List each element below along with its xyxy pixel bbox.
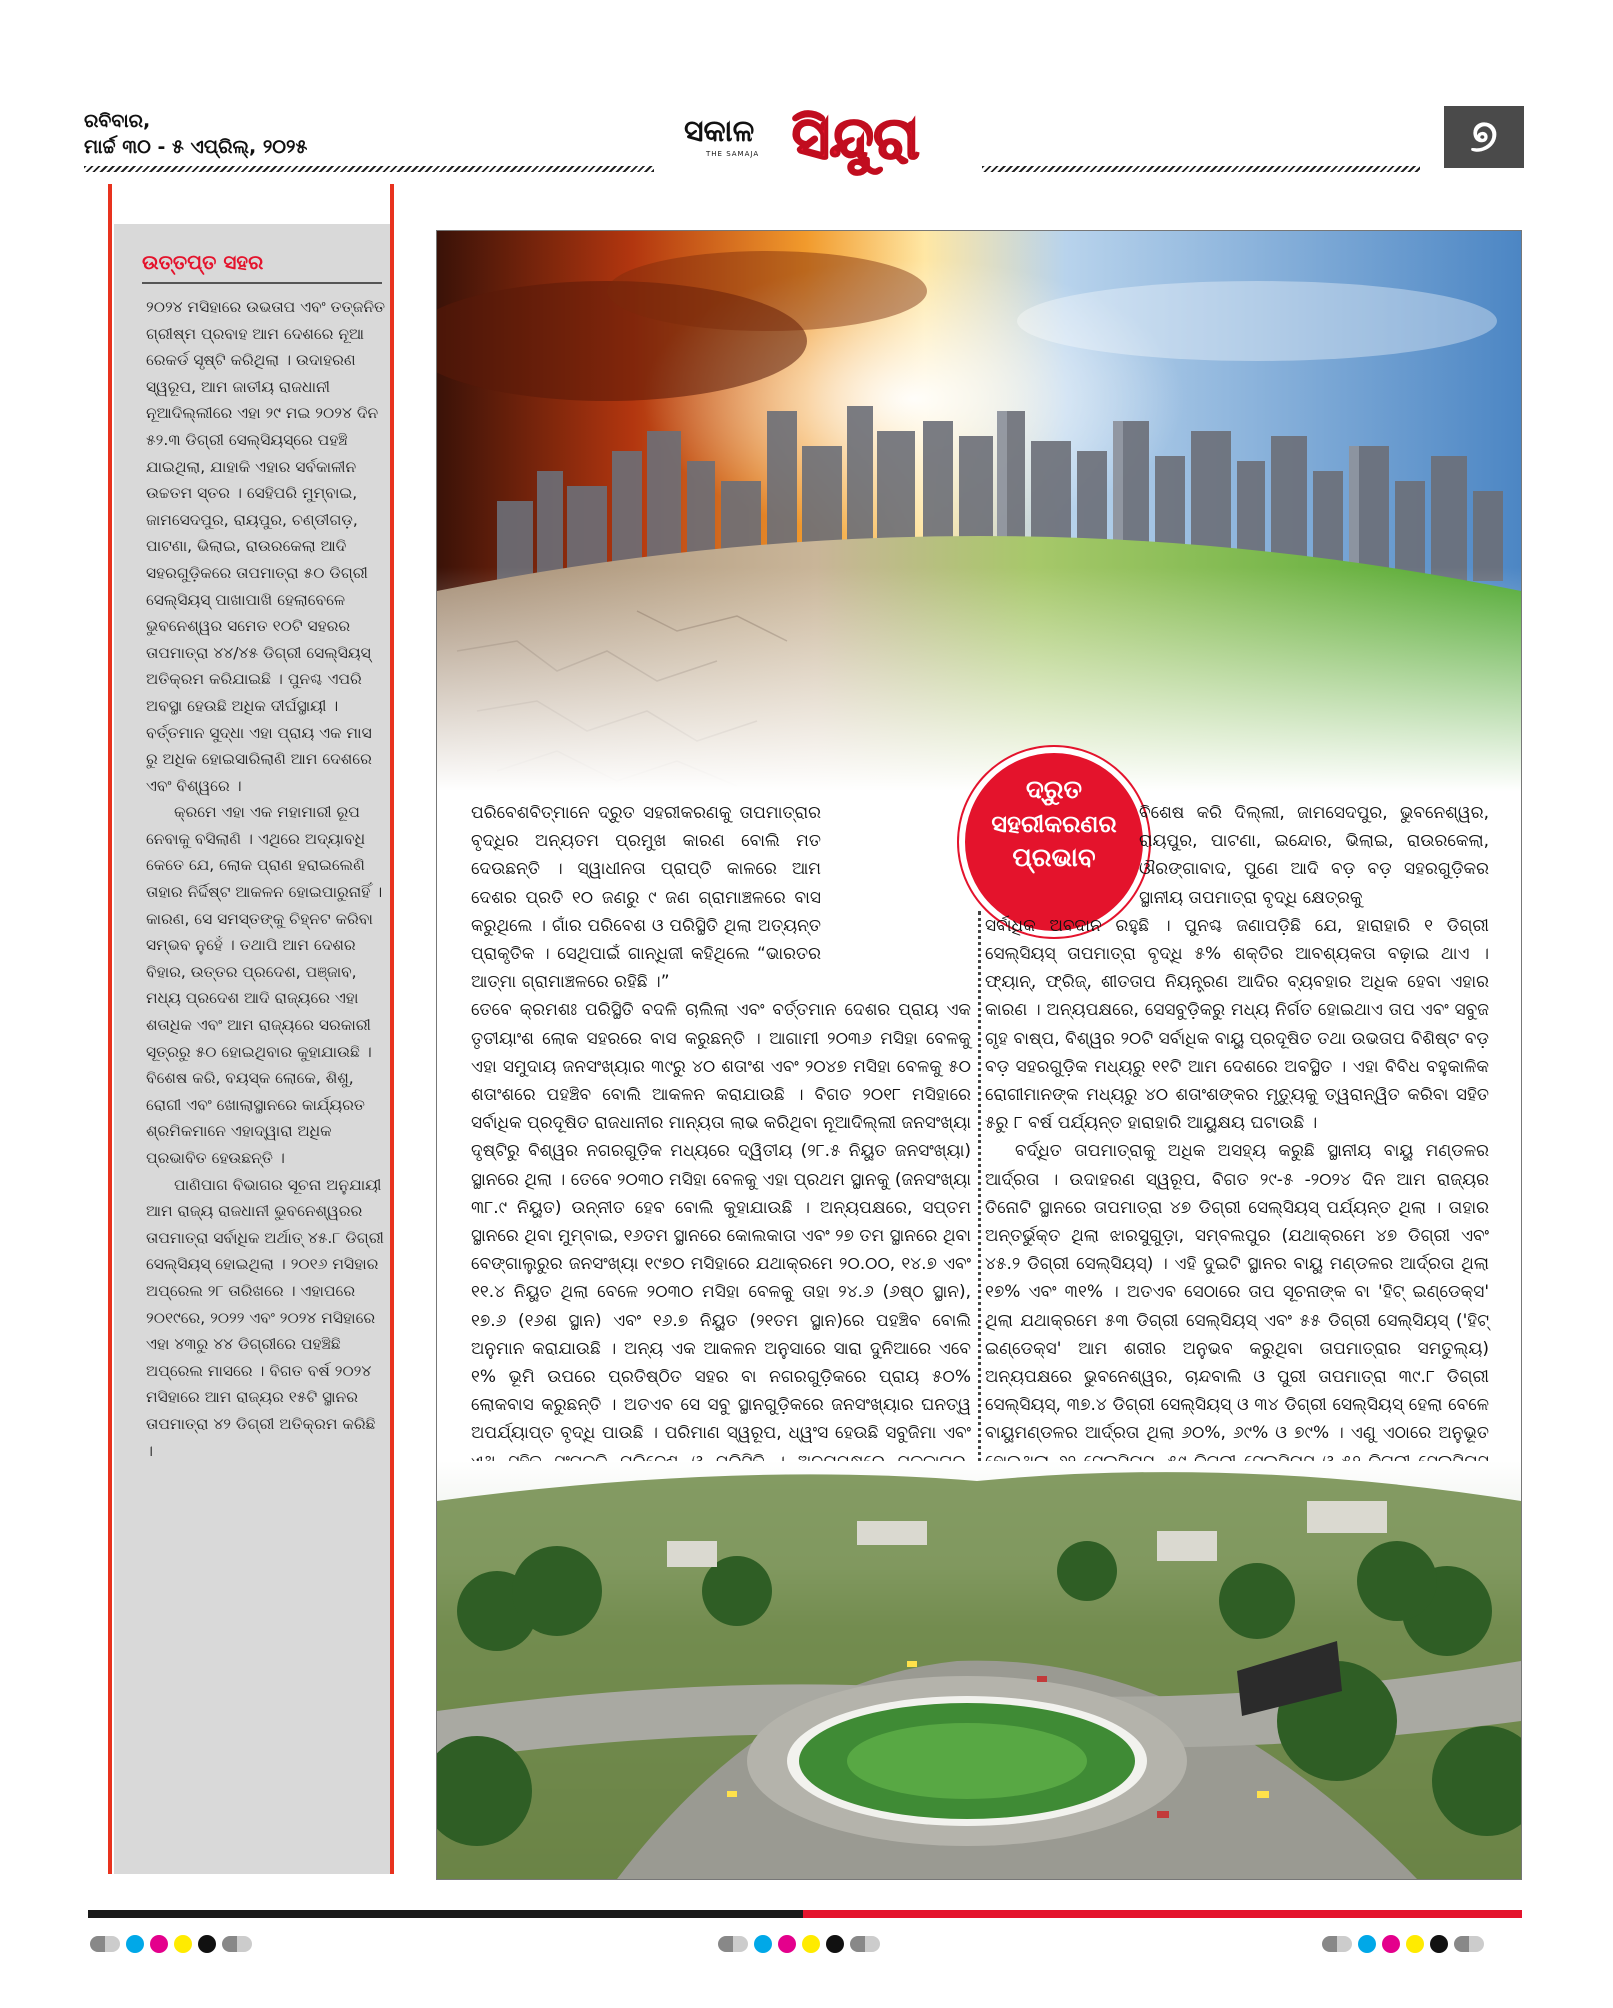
cyan-dot-icon — [1358, 1935, 1376, 1953]
article-paragraph: ସର୍ବାଧିକ ଅବଦାନ ରହୁଛି । ପୁନଶ୍ଚ ଜଣାପଡ଼ିଛି ଯେ, ହାରାହାରି ୧ ଡିଗ୍ରୀ ସେଲ୍‌ସିୟସ୍ ତାପମାତ୍ରା ବୃଦ୍ଧି ୫% ଶକ୍ତିର ଆବଶ୍ୟକତା ବଢ଼ାଇ ଥାଏ । ଫ୍ୟାନ୍, ଫ୍ରିଜ୍, ଶୀତତାପ ନିୟନ୍ତ୍ରଣ ଆଦିର ବ୍ୟବହାର ଅଧିକ ହେବା ଏହାର କାରଣ । ଅନ୍ୟପକ୍ଷରେ, ସେସବୁଡ଼ିକରୁ ମଧ୍ୟ ନିର୍ଗତ ହୋଇଥାଏ ତାପ ଏବଂ ସବୁଜ ଗୃହ ବାଷ୍ପ, ବିଶ୍ୱର ୨୦ଟି ସର୍ବାଧିକ ବାୟୁ ପ୍ରଦୂଷିତ ତଥା ଉଭତାପ ବିଶିଷ୍ଟ ବଡ଼ ବଡ଼ ସହରଗୁଡ଼ିକ ମଧ୍ୟରୁ ୧୧ଟି ଆମ ଦେଶରେ ଅବସ୍ଥିତ । ଏହା ବିବିଧ ବହୁକାଳିକ ରୋଗୀମାନଙ୍କ ମଧ୍ୟରୁ ୪୦ ଶତାଂଶଙ୍କର ମୃତ୍ୟୁକୁ ତ୍ୱରାନ୍ୱିତ କରିବା ସହିତ ୫ରୁ ୮ ବର୍ଷ ପର୍ଯ୍ୟନ୍ତ ହାରାହାରି ଆୟୁକ୍ଷୟ ଘଟାଉଛି । — [985, 915, 1489, 1134]
registration-marks-center — [718, 1934, 880, 1954]
masthead-logo — [684, 102, 984, 178]
magenta-dot-icon — [778, 1935, 796, 1953]
registration-half-mark — [90, 1936, 120, 1952]
yellow-dot-icon — [174, 1935, 192, 1953]
magenta-dot-icon — [1382, 1935, 1400, 1953]
sidebar-title: ଉତ୍ତପ୍ତ ସହର — [142, 250, 264, 274]
article-paragraph: ବିଶେଷ କରି ଦିଲ୍ଲୀ, ଜାମସେଦପୁର, ଭୁବନେଶ୍ୱର, ରାୟପୁର, ପାଟଣା, ଇନ୍ଦୋର, ଭିଲାଇ, ରାଉରକେଲା, ଔରଙ୍ଗାବାଦ, ପୁଣେ ଆଦି ବଡ଼ ବଡ଼ ସହରଗୁଡ଼ିକର ସ୍ଥାନୀୟ ତାପମାତ୍ରା ବୃଦ୍ଧି କ୍ଷେତ୍ରକୁ — [1139, 803, 1489, 908]
masthead-publisher-sub: THE SAMAJA — [706, 150, 760, 158]
sidebar-paragraph: କ୍ରମେ ଏହା ଏକ ମହାମାରୀ ରୂପ ନେବାକୁ ବସିଲାଣି । ଏଥିରେ ଅଦ୍ୟାବଧି କେତେ ଯେ, ଲୋକ ପ୍ରାଣ ହରାଇଲେଣି ତାହାର ନିର୍ଦ୍ଦିଷ୍ଟ ଆକଳନ ହୋଇପାରୁନାହିଁ । କାରଣ, ସେ ସମସ୍ତଙ୍କୁ ଚିହ୍ନଟ କରିବା ସମ୍ଭବ ନୁହେଁ । ତଥାପି ଆମ ଦେଶର ବିହାର, ଉତ୍ତର ପ୍ରଦେଶ, ପଞ୍ଜାବ, ମଧ୍ୟ ପ୍ରଦେଶ ଆଦି ରାଜ୍ୟରେ ଏହା ଶତାଧିକ ଏବଂ ଆମ ରାଜ୍ୟରେ ସରକାରୀ ସୂତ୍ରରୁ ୫୦ ହୋଇଥିବାର କୁହାଯାଉଛି । ବିଶେଷ କରି, ବୟସ୍କ ଲୋକେ, ଶିଶୁ, ରୋଗୀ ଏବଂ ଖୋଲାସ୍ଥାନରେ କାର୍ଯ୍ୟରତ ଶ୍ରମିକମାନେ ଏହାଦ୍ୱାରା ଅଧିକ ପ୍ରଭାବିତ ହେଉଛନ୍ତି । — [146, 803, 383, 1167]
registration-half-mark — [718, 1936, 748, 1952]
article-paragraph: ତେବେ କ୍ରମଶଃ ପରିସ୍ଥିତି ବଦଳି ଚାଲିଲା ଏବଂ ବର୍ତ୍ତମାନ ଦେଶର ପ୍ରାୟ ଏକ ତୃତୀୟାଂଶ ଲୋକ ସହରରେ ବାସ କରୁଛନ୍ତି । ଆଗାମୀ ୨୦୩୬ ମସିହା ବେଳକୁ ଏହା ସମୁଦାୟ ଜନସଂଖ୍ୟାର ୩୯ରୁ ୪୦ ଶତାଂଶ ଏବଂ ୨୦୪୭ ମସିହା ବେଳକୁ ୫୦ ଶତାଂଶରେ ପହଞ୍ଚିବ ବୋଲି ଆକଳନ କରାଯାଉଛି । ବିଗତ ୨୦୧୮ ମସିହାରେ ସର୍ବାଧିକ ପ୍ରଦୂଷିତ ରାଜଧାନୀର ମାନ୍ୟତା ଲାଭ କରିଥିବା ନୂଆଦିଲ୍ଲୀ ଜନସଂଖ୍ୟା ଦୃଷ୍ଟିରୁ ବିଶ୍ୱର ନଗରଗୁଡ଼ିକ ମଧ୍ୟରେ ଦ୍ୱିତୀୟ (୨୮.୫ ନିୟୁତ ଜନସଂଖ୍ୟା) ସ୍ଥାନରେ ଥିଲା । ତେବେ ୨୦୩୦ ମସିହା ବେଳକୁ ଏହା ପ୍ରଥମ ସ୍ଥାନକୁ (ଜନସଂଖ୍ୟା ୩୮.୯ ନିୟୁତ) ଉନ୍ନୀତ ହେବ ବୋଲି କୁହାଯାଉଛି । ଅନ୍ୟପକ୍ଷରେ, ସପ୍ତମ ସ୍ଥାନରେ ଥିବା ମୁମ୍ବାଇ, ୧୬ତମ ସ୍ଥାନରେ କୋଲକାତା ଏବଂ ୨୭ ତମ ସ୍ଥାନରେ ଥିବା ବେଙ୍ଗାଲୁରୁର ଜନସଂଖ୍ୟା ୧୯୭୦ ମସିହାରେ ଯଥାକ୍ରମେ ୨୦.୦୦, ୧୪.୭ ଏବଂ ୧୧.୪ ନିୟୁତ ଥିଲା ବେଳେ ୨୦୩୦ ମସିହା ବେଳକୁ ତାହା ୨୪.୬ (୬ଷ୍ଠ ସ୍ଥାନ), ୧୭.୬ (୧୬ଶ ସ୍ଥାନ) ଏବଂ ୧୬.୭ ନିୟୁତ (୨୧ତମ ସ୍ଥାନ)ରେ ପହଞ୍ଚିବ ବୋଲି ଅନୁମାନ କରାଯାଉଛି । ଅନ୍ୟ ଏକ ଆକଳନ ଅନୁସାରେ ସାରା ଦୁନିଆରେ ଏବେ ୧% ଭୂମି ଉପରେ ପ୍ରତିଷ୍ଠିତ ସହର ବା ନଗରଗୁଡ଼ିକରେ ପ୍ରାୟ ୫୦% ଲୋକବାସ କରୁଛନ୍ତି । ଅତଏବ ସେ ସବୁ ସ୍ଥାନଗୁଡ଼ିକରେ ଜନସଂଖ୍ୟାର ଘନତ୍ୱ ଅପର୍ଯ୍ୟାପ୍ତ ବୃଦ୍ଧି ପାଉଛି । ପରିମାଣ ସ୍ୱରୂପ, ଧ୍ୱଂସ ହେଉଛି ସବୁଜିମା ଏବଂ — [471, 1000, 972, 1444]
sidebar-title-underline — [142, 282, 382, 284]
sidebar-paragraph: ୨୦୨୪ ମସିହାରେ ଉଭତାପ ଏବଂ ତତ୍‌ଜନିତ ଗ୍ରୀଷ୍ମ ପ୍ରବାହ ଆମ ଦେଶରେ ନୂଆ ରେକର୍ଡ ସୃଷ୍ଟି କରିଥିଲା । ଉଦାହରଣ ସ୍ୱରୂପ, ଆମ ଜାତୀୟ ରାଜଧାନୀ ନୂଆଦିଲ୍ଲୀରେ ଏହା ୨୯ ମଇ ୨୦୨୪ ଦିନ ୫୨.୩ ଡିଗ୍ରୀ ସେଲ୍‌ସିୟସ୍‌ରେ ପହଞ୍ଚି ଯାଇଥିଲା, ଯାହାକି ଏହାର ସର୍ବକାଳୀନ ଉଚ୍ଚତମ ସ୍ତର । ସେହିପରି ମୁମ୍ବାଇ, ଜାମସେଦପୁର, ରାୟପୁର, ଚଣ୍ଡୀଗଡ଼, ପାଟଣା, ଭିଲାଇ, ରାଉରକେଲା ଆଦି ସହରଗୁଡ଼ିକରେ ତାପମାତ୍ରା ୫୦ ଡିଗ୍ରୀ ସେଲ୍‌ସିୟସ୍ ପାଖାପାଖି ହେଲାବେଳେ ଭୁବନେଶ୍ୱର ସମେତ ୧୦ଟି ସହରର ତାପମାତ୍ରା ୪୪/୪୫ ଡିଗ୍ରୀ ସେଲ୍‌ସିୟସ୍ ଅତିକ୍ରମ କରିଯାଇଛି । ପୁନଶ୍ଚ ଏପରି ଅବସ୍ଥା ହେଉଛି ଅଧିକ ଦୀର୍ଘସ୍ଥାୟୀ । ବର୍ତ୍ତମାନ ସୁଦ୍ଧା ଏହା ପ୍ରାୟ ଏକ ମାସ ରୁ ଅଧିକ ହୋଇସାରିଲାଣି ଆମ ଦେଶରେ ଏବଂ ବିଶ୍ୱରେ । — [146, 298, 386, 795]
hero-illustration — [437, 231, 1521, 791]
sidebar-box — [114, 224, 390, 1874]
issue-date-range: ମାର୍ଚ୍ଚ ୩୦ - ୫ ଏପ୍ରିଲ୍, ୨୦୨୫ — [84, 136, 308, 158]
city-roundabout-photo — [437, 1461, 1521, 1879]
black-dot-icon — [826, 1935, 844, 1953]
registration-marks-right — [1322, 1934, 1484, 1954]
article-frame — [436, 230, 1522, 1880]
magenta-dot-icon — [150, 1935, 168, 1953]
yellow-dot-icon — [802, 1935, 820, 1953]
sidebar-paragraph: ପାଣିପାଗ ବିଭାଗର ସୂଚନା ଅନୁଯାୟୀ ଆମ ରାଜ୍ୟ ରାଜଧାନୀ ଭୁବନେଶ୍ୱରର ତାପମାତ୍ରା ସର୍ବାଧିକ ଅର୍ଥାତ୍ ୪୫.୮ ଡିଗ୍ରୀ ସେଲ୍‌ସିୟସ୍ ହୋଇଥିଲା । ୨୦୧୬ ମସିହାର ଅପ୍ରେଲ ୨୮ ତାରିଖରେ । ଏହାପରେ ୨୦୧୯ରେ, ୨୦୨୨ ଏବଂ ୨୦୨୪ ମସିହାରେ ଏହା ୪୩ରୁ ୪୪ ଡିଗ୍ରୀରେ ପହଞ୍ଚିଛି ଅପ୍ରେଲ ମାସରେ । ବିଗତ ବର୍ଷ ୨୦୨୪ ମସିହାରେ ଆମ ରାଜ୍ୟର ୧୫ଟି ସ୍ଥାନର ତାପମାତ୍ରା ୪୨ ଡିଗ୍ରୀ ଅତିକ୍ରମ କରିଛି । — [146, 1175, 384, 1460]
registration-marks-left — [90, 1934, 252, 1954]
column-divider — [978, 911, 981, 1481]
registration-half-mark — [1454, 1936, 1484, 1952]
issue-day: ରବିବାର, — [84, 110, 151, 132]
black-dot-icon — [198, 1935, 216, 1953]
badge-line-3: ପ୍ରଭାବ — [1012, 843, 1096, 873]
registration-half-mark — [850, 1936, 880, 1952]
cyan-dot-icon — [126, 1935, 144, 1953]
article-paragraph: ପରିବେଶବିତ୍‌ମାନେ ଦ୍ରୁତ ସହରୀକରଣକୁ ତାପମାତ୍ରାର ବୃଦ୍ଧିର ଅନ୍ୟତମ ପ୍ରମୁଖ କାରଣ ବୋଲି ମତ ଦେଉଛନ୍ତି । ସ୍ୱାଧୀନତା ପ୍ରାପ୍ତି କାଳରେ ଆମ ଦେଶର ପ୍ରତି ୧୦ ଜଣରୁ ୯ ଜଣ ଗ୍ରାମାଞ୍ଚଳରେ ବାସ କରୁଥିଲେ । ଗାଁର ପରିବେଶ ଓ ପରିସ୍ଥିତି ଥିଲା ଅତ୍ୟନ୍ତ ପ୍ରାକୃତିକ । ସେଥିପାଇଁ ଗାନ୍ଧିଜୀ କହିଥିଲେ “ଭାରତର ଆତ୍ମା ଗ୍ରାମାଞ୍ଚଳରେ ରହିଛି ।” — [471, 803, 821, 993]
header-rule-right — [982, 166, 1420, 172]
registration-half-mark — [222, 1936, 252, 1952]
footer-bar-black — [88, 1910, 803, 1918]
page-number: ୭ — [1444, 106, 1524, 168]
header-rule-left — [84, 166, 654, 172]
black-dot-icon — [1430, 1935, 1448, 1953]
badge-line-1: ଦ୍ରୁତ — [1025, 775, 1083, 805]
cyan-dot-icon — [754, 1935, 772, 1953]
yellow-dot-icon — [1406, 1935, 1424, 1953]
city-roundabout-illustration — [437, 1461, 1521, 1879]
masthead-title: ସିନ୍ଦୁରା — [792, 104, 920, 172]
article-column-right — [985, 799, 1489, 1560]
registration-half-mark — [1322, 1936, 1352, 1952]
article-paragraph: ବର୍ଦ୍ଧିତ ତାପମାତ୍ରାକୁ ଅଧିକ ଅସହ୍ୟ କରୁଛି ସ୍ଥାନୀୟ ବାୟୁ ମଣ୍ଡଳର ଆର୍ଦ୍ରତା । ଉଦାହରଣ ସ୍ୱରୂପ, ବିଗତ ୨୯-୫ -୨୦୨୪ ଦିନ ଆମ ରାଜ୍ୟର ତିନୋଟି ସ୍ଥାନରେ ତାପମାତ୍ରା ୪୭ ଡିଗ୍ରୀ ସେଲ୍‌ସିୟସ୍ ପର୍ଯ୍ୟନ୍ତ ଥିଲା । ତାହାର ଅନ୍ତର୍ଭୁକ୍ତ ଥିଲା ଝାରସୁଗୁଡ଼ା, ସମ୍ବଲପୁର (ଯଥାକ୍ରମେ ୪୭ ଡିଗ୍ରୀ ଏବଂ ୪୫.୨ ଡିଗ୍ରୀ ସେଲ୍‌ସିୟସ୍) । ଏହି ଦୁଇଟି ସ୍ଥାନର ବାୟୁ ମଣ୍ଡଳର ଆର୍ଦ୍ରତା ଥିଲା ୧୭% ଏବଂ ୩୧% । ଅତଏବ ସେଠାରେ ତାପ ସୂଚନାଙ୍କ ବା 'ହିଟ୍ ଇଣ୍ଡେକ୍ସ' ଥିଲା ଯଥାକ୍ରମେ ୫୩ ଡିଗ୍ରୀ ସେଲ୍‌ସିୟସ୍ ଏବଂ ୫୫ ଡିଗ୍ରୀ ସେଲ୍‌ସିୟସ୍ ('ହିଟ୍ ଇଣ୍ଡେକ୍ସ' ଆମ ଶରୀର ଅନୁଭବ କରୁଥିବା ତାପମାତ୍ରାର ସମତୁଲ୍ୟ) ଅନ୍ୟପକ୍ଷରେ ଭୁବନେଶ୍ୱର, ଚାନ୍ଦବାଲି ଓ ପୁରୀ ତାପମାତ୍ରା ୩୯.୮ ଡିଗ୍ରୀ ସେଲ୍‌ସିୟସ୍, ୩୭.୪ ଡିଗ୍ରୀ ସେଲ୍‌ସିୟସ୍ ଓ ୩୪ ଡିଗ୍ରୀ ସେଲ୍‌ସିୟସ୍ ହେଲା ବେଳେ ବାୟୁମଣ୍ଡଳର ଆର୍ଦ୍ରତା ଥିଲା ୬୦%, ୬୯% ଓ ୭୯% । ଏଣୁ ଏଠାରେ ଅନୁଭୂତ — [985, 1141, 1489, 1444]
sidebar-rule-right — [390, 184, 394, 1874]
masthead-publisher: ସକାଳ — [684, 114, 755, 149]
sidebar-rule-left — [108, 184, 112, 1874]
sidebar-body — [146, 294, 386, 1464]
hero-image-climate-city — [437, 231, 1521, 791]
issue-date — [84, 108, 307, 160]
badge-line-2: ସହରୀକରଣର — [991, 810, 1117, 838]
footer-bar-red — [803, 1910, 1522, 1918]
